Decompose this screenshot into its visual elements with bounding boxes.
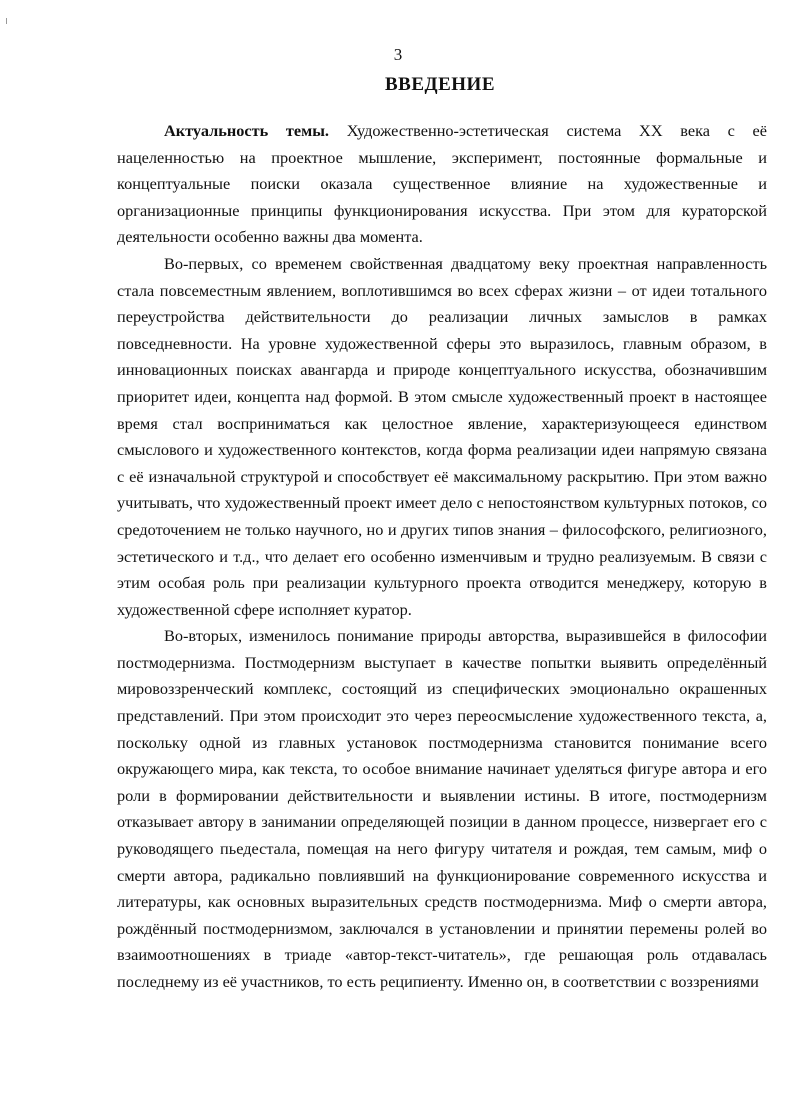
section-lead: Актуальность темы. [164, 121, 330, 140]
page-number: 3 [393, 45, 403, 64]
paragraph-1 [117, 118, 767, 251]
page-title: ВВЕДЕНИЕ [385, 74, 495, 95]
scan-margin-mark [6, 18, 7, 24]
paragraph-2: Во-первых, со временем свойственная двадцатому веку проектная направленность стала повсеместным явлением, воплотившимся во всех сферах жизни – от идеи тотального переустройства действительности до реализации личных замыслов в рамках повседневности. На уровне художественной сферы это выразилось, главным образом, в инновационных поисках авангарда и природе концептуального искусства, обозначившим приоритет идеи, концепта над формой. В этом смысле художественный проект в настоящее время стал восприниматься как целостное явление, характеризующееся единством смыслового и художественного контекстов, когда форма реализации идеи напрямую связана с её изначальной структурой и способствует её максимальному раскрытию. При этом важно учитывать, что художественный проект имеет дело с непостоянством культурных потоков, со средоточением не только научного, но и других типов знания – философского, религиозного, эстетического и т.д., что делает его особенно изменчивым и трудно реализуемым. В связи с этим особая роль при реализации культурного проекта отводится менеджеру, которую в художественной сфере исполняет куратор. [117, 253, 767, 619]
paragraph-1-text: Художественно-эстетическая система XX века с её нацеленностью на проектное мышление, эксперимент, постоянные формальные и концептуальные поиски оказала существенное влияние на художественные и организационные принципы функционирования искусства. При этом для кураторской деятельности особенно важны два момента. [117, 121, 767, 247]
paragraph-3: Во-вторых, изменилось понимание природы авторства, выразившейся в философии постмодернизма. Постмодернизм выступает в качестве попытки выявить определённый мировоззренческий комплекс, состоящий из специфических эмоционально окрашенных представлений. При этом происходит это через переосмысление художественного текста, а, поскольку одной из главных установок постмодернизма становится понимание всего окружающего мира, как текста, то особое внимание начинает уделяться фигуре автора и его роли в формировании действительности и выявлении истины. В итоге, постмодернизм отказывает автору в занимании определяющей позиции в данном процессе, низвергает его с руководящего пьедестала, помещая на него фигуру читателя и рождая, тем самым, миф о смерти автора, радикально повлиявший на функционирование современного искусства и литературы, как основных выразительных средств постмодернизма. Миф о смерти автора, рождённый постмодернизмом, заключался в установлении и принятии перемены ролей во взаимоотношениях в триаде «автор-текст-читатель», где решающая роль отдавалась последнему из её участников, то есть реципиенту. Именно он, в соответствии с воззрениями [117, 626, 767, 991]
body-text [117, 118, 767, 996]
